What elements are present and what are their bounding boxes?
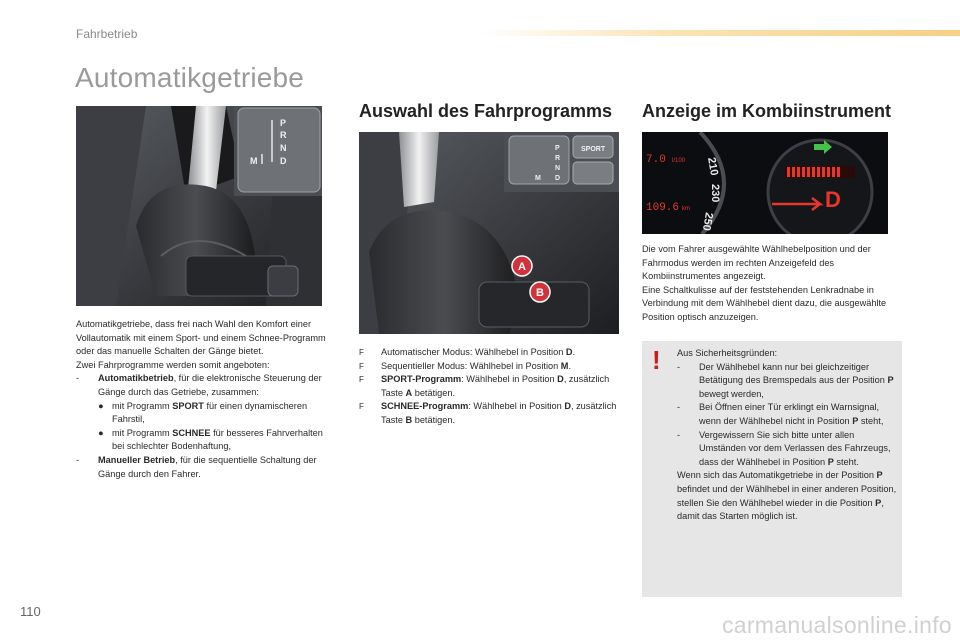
warning-1-pos: P — [887, 375, 894, 386]
gear-m-label: M — [250, 156, 258, 166]
warning-heading: Aus Sicherheitsgründen: — [677, 348, 778, 358]
watermark: carmanualsonline.info — [721, 612, 952, 638]
warning-item-1 — [677, 361, 899, 402]
button-a-label: A — [518, 261, 526, 273]
page-title: Automatikgetriebe — [75, 62, 305, 93]
warning-2-pos: P — [852, 415, 859, 426]
tick-230: 230 — [709, 184, 721, 203]
manual-mode-term: Manueller Betrieb — [98, 454, 176, 465]
gear-r-label: R — [280, 130, 287, 140]
auto-mode-text: Automatischer Modus: Wählhebel in Position — [381, 347, 566, 357]
warning-footer — [677, 469, 899, 523]
seq-mode-end: . — [568, 360, 571, 371]
snow-term: SCHNEE — [172, 427, 211, 438]
cluster-gear-indicator: D — [825, 187, 841, 212]
dash-marker: - — [677, 402, 681, 413]
warning-2-end: steht, — [858, 415, 884, 426]
sport-program-text: : Wählhebel in Position — [461, 374, 558, 385]
seq-mode-text: Sequentieller Modus: Wählhebel in Position — [381, 360, 561, 371]
sport-term: SPORT — [172, 400, 204, 411]
cluster-paragraph: Die vom Fahrer ausgewählte Wählhebelposition und der Fahrmodus werden im rechten Anzeigefeld des Kombiinstrumentes angezeigt. — [642, 244, 871, 282]
sport-prefix: mit Programm — [112, 400, 173, 411]
drive-program-photo — [359, 132, 619, 334]
drive-program-illustration — [359, 132, 619, 334]
dash-marker: - — [677, 429, 681, 440]
sport-button-label: SPORT — [581, 146, 606, 153]
warning-item-3 — [677, 429, 899, 470]
warning-text — [677, 347, 899, 524]
gear-lever-illustration — [76, 106, 322, 306]
warning-item-2 — [677, 401, 899, 428]
list-item-seq-mode — [359, 360, 621, 374]
checkbox-marker-icon: F — [359, 402, 364, 412]
list-item-snow-program — [359, 400, 621, 427]
snow-program-key: B — [405, 414, 413, 425]
consumption-value: 7.0 — [646, 154, 666, 166]
warning-1-text: Der Wählhebel kann nur bei gleichzeitiger Betätigung des Bremspedals aus der Position — [699, 361, 888, 386]
warning-3-end: steht. — [833, 456, 859, 467]
sub-item-snow — [76, 427, 328, 454]
checkbox-marker-icon: F — [359, 375, 364, 385]
header-accent-bar — [480, 30, 960, 36]
distance-value: 109.6 — [646, 202, 680, 214]
page-number: 110 — [20, 604, 41, 619]
list-item-sport-program — [359, 373, 621, 400]
list-item-automatic — [76, 372, 328, 399]
snow-program-text2: , zusätzlich Taste — [381, 401, 617, 425]
dash-marker: - — [76, 454, 80, 465]
safety-warning-box — [642, 341, 902, 597]
drive-program-list — [359, 346, 621, 428]
intro-text-block — [76, 318, 328, 481]
snow-program-pos: D — [564, 401, 571, 412]
consumption-unit: l/100 — [672, 158, 686, 164]
cluster-text-block — [642, 243, 904, 325]
warning-footer-pos: P — [876, 470, 883, 481]
seq-mode-pos: M — [560, 360, 569, 371]
sport-program-term: SPORT-Programm — [381, 374, 462, 385]
bullet-marker: ● — [98, 400, 104, 411]
intro-paragraph-2: Zwei Fahrprogramme werden somit angeboten: — [76, 359, 270, 370]
button-b-label: B — [536, 287, 544, 299]
warning-2-text: Bei Öffnen einer Tür erklingt ein Warnsignal, wenn der Wählhebel nicht in Position — [699, 402, 880, 426]
cluster-illustration — [642, 132, 888, 234]
gear-p-label: P — [280, 118, 287, 128]
sport-program-end: betätigen. — [412, 387, 456, 398]
warning-footer-text2: befindet und der Wählhebel in einer anderen Position, stellen Sie den Wählhebel wieder in die Position — [677, 483, 897, 508]
warning-icon: ! — [652, 345, 661, 375]
snow-program-end: betätigen. — [412, 414, 456, 425]
auto-mode-pos: D — [565, 347, 573, 357]
checkbox-marker-icon: F — [359, 348, 364, 357]
cluster-paragraph-2: Eine Schaltkulisse auf der feststehenden Lenkradnabe in Verbindung mit dem Wählhebel dient dazu, die ausgewählte Position optisch anzuzeigen. — [642, 284, 887, 322]
sport-program-text2: , zusätzlich Taste — [381, 374, 610, 398]
sub-item-sport — [76, 400, 328, 427]
snow-program-term: SCHNEE-Programm — [381, 401, 469, 412]
manual-mode-desc: , für die sequentielle Schaltung der Gänge durch den Fahrer. — [98, 454, 317, 479]
warning-footer-pos2: P — [875, 497, 882, 508]
snow-program-text: : Wählhebel in Position — [468, 401, 565, 412]
gear-m-label-2: M — [535, 175, 541, 182]
intro-paragraph: Automatikgetriebe, dass frei nach Wahl den Komfort einer Vollautomatik mit einem Sport- und einem Schnee-Programm oder das manuelle Schalten der Gänge bietet. — [76, 319, 326, 357]
warning-footer-end: , damit das Starten möglich ist. — [677, 497, 884, 522]
gear-r-label-2: R — [555, 155, 561, 162]
sport-program-key: A — [405, 387, 413, 398]
list-item-auto-mode — [359, 346, 621, 360]
sport-program-pos: D — [557, 374, 564, 385]
distance-unit: km — [682, 206, 690, 212]
tick-210: 210 — [705, 156, 721, 177]
auto-mode-end: . — [572, 347, 576, 357]
gear-d-label-2: D — [555, 175, 561, 182]
sport-desc: für einen dynamischeren Fahrstil, — [112, 400, 308, 425]
warning-footer-text: Wenn sich das Automatikgetriebe in der Position — [677, 470, 877, 481]
tick-250: 250 — [699, 211, 715, 232]
snow-desc: für besseres Fahrverhalten bei schlechter Bodenhaftung, — [112, 427, 323, 452]
bullet-marker: ● — [98, 427, 104, 438]
automatic-mode-desc: , für die elektronische Steuerung der Gänge durch das Getriebe, zusammen: — [98, 373, 322, 397]
heading-cluster-display: Anzeige im Kombiinstrument — [642, 101, 892, 121]
warning-1-end: bewegt werden, — [699, 388, 764, 399]
list-item-manual — [76, 454, 328, 481]
checkbox-marker-icon: F — [359, 361, 364, 371]
section-label: Fahrbetrieb — [76, 27, 138, 41]
gear-d-label: D — [280, 156, 287, 166]
gear-lever-photo — [76, 106, 322, 306]
snow-prefix: mit Programm — [112, 427, 173, 438]
warning-3-text: Vergewissern Sie sich bitte unter allen Umständen vor dem Verlassen des Fahrzeugs, dass der Wählhebel in Position — [699, 429, 891, 467]
dash-marker: - — [677, 361, 681, 372]
heading-drive-program: Auswahl des Fahrprogramms — [359, 101, 613, 121]
automatic-mode-term: Automatikbetrieb — [98, 373, 174, 384]
gear-n-label: N — [280, 143, 287, 153]
gear-p-label-2: P — [555, 145, 560, 152]
cluster-photo — [642, 132, 888, 234]
gear-n-label-2: N — [555, 165, 561, 172]
dash-marker: - — [76, 373, 80, 384]
warning-3-pos: P — [827, 456, 834, 467]
